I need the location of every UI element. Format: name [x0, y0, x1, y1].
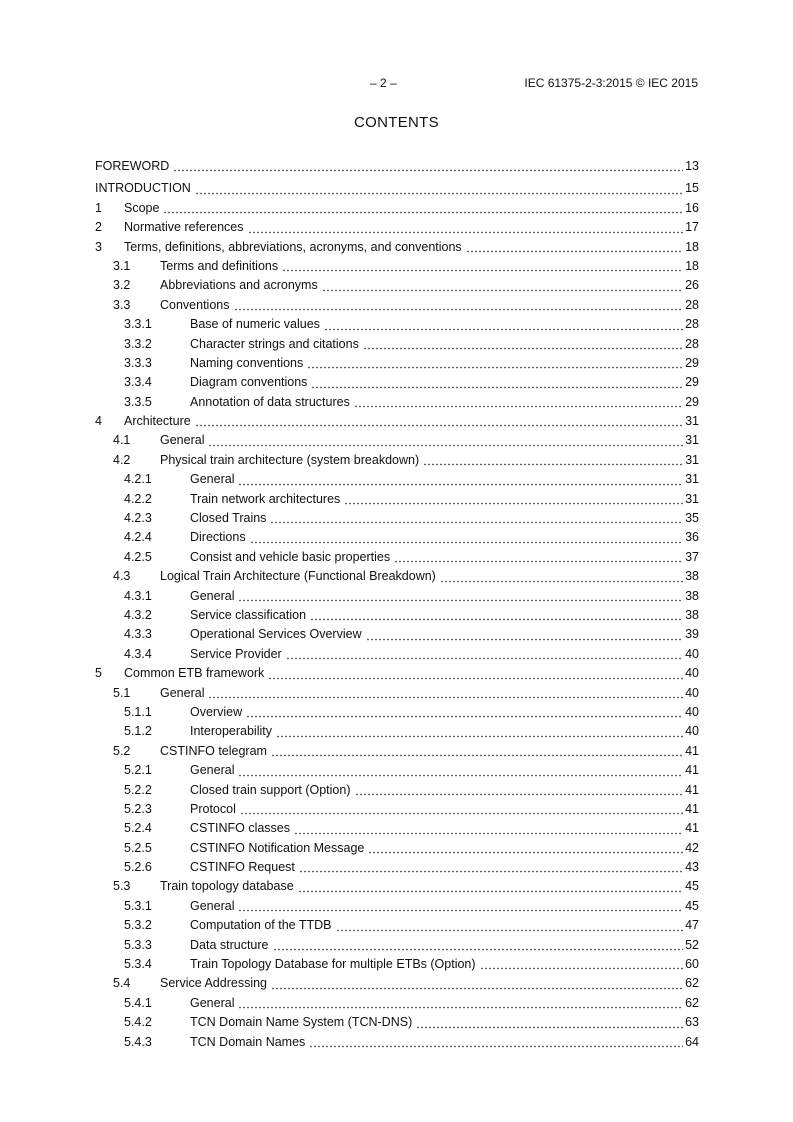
toc-entry-number: 5.2.2: [124, 782, 152, 797]
dot-leader: [466, 241, 683, 253]
toc-entry[interactable]: [95, 722, 699, 741]
toc-entry-number: 3.3.3: [124, 355, 152, 370]
page-number: – 2 –: [370, 76, 397, 90]
toc-entry[interactable]: [95, 1013, 699, 1032]
dot-leader: [423, 454, 683, 466]
toc-entry[interactable]: [95, 431, 699, 450]
toc-entry-title: Service Provider: [190, 646, 282, 661]
toc-entry-number: 4.3: [113, 569, 131, 584]
toc-entry-page: 39: [685, 627, 699, 642]
toc-entry-page: 43: [685, 860, 699, 875]
toc-entry-page: 37: [685, 549, 699, 564]
toc-entry-page: 29: [685, 394, 699, 409]
toc-entry-title: Service classification: [190, 607, 307, 622]
toc-entry-page: 31: [685, 414, 699, 429]
toc-entry-number: 3.3.4: [124, 375, 152, 390]
toc-entry-title: TCN Domain Name System (TCN-DNS): [190, 1015, 413, 1030]
toc-entry[interactable]: [95, 897, 699, 916]
toc-entry[interactable]: [95, 703, 699, 722]
toc-entry[interactable]: [95, 974, 699, 993]
toc-entry[interactable]: [95, 296, 699, 315]
toc-entry-page: 63: [685, 1015, 699, 1030]
toc-entry-page: 31: [685, 452, 699, 467]
toc-entry-page: 40: [685, 646, 699, 661]
toc-entry-number: 5.2: [113, 743, 131, 758]
dot-leader: [363, 338, 683, 350]
toc-entry-number: 5.1.2: [124, 724, 152, 739]
toc-entry-title: Train network architectures: [190, 491, 341, 506]
toc-entry-title: Normative references: [124, 220, 244, 235]
toc-entry-number: 5.2.5: [124, 840, 152, 855]
dot-leader: [208, 435, 683, 447]
toc-entry-page: 40: [685, 704, 699, 719]
toc-entry-page: 38: [685, 588, 699, 603]
dot-leader: [163, 202, 683, 214]
toc-entry-title: Service Addressing: [160, 976, 268, 991]
toc-entry-number: 5.4.2: [124, 1015, 152, 1030]
toc-entry-title: Overview: [190, 704, 243, 719]
toc-entry[interactable]: [95, 354, 699, 373]
toc-entry[interactable]: [95, 238, 699, 257]
toc-entry[interactable]: [95, 1033, 699, 1052]
dot-leader: [416, 1017, 683, 1029]
toc-entry-page: 40: [685, 666, 699, 681]
toc-entry-page: 38: [685, 569, 699, 584]
toc-entry-number: 5.1: [113, 685, 131, 700]
toc-entry-title: General: [190, 588, 235, 603]
toc-entry[interactable]: [95, 218, 699, 237]
dot-leader: [250, 532, 683, 544]
toc-entry[interactable]: [95, 742, 699, 761]
toc-entry[interactable]: [95, 548, 699, 567]
dot-leader: [238, 997, 683, 1009]
toc-entry[interactable]: [95, 373, 699, 392]
toc-entry-page: 31: [685, 472, 699, 487]
toc-entry-title: Computation of the TTDB: [190, 918, 332, 933]
toc-entry-title: Closed Trains: [190, 511, 267, 526]
toc-entry-page: 64: [685, 1034, 699, 1049]
toc-entry-number: 4.1: [113, 433, 131, 448]
toc-entry-page: 41: [685, 763, 699, 778]
toc-entry[interactable]: [95, 606, 699, 625]
toc-entry-title: Protocol: [190, 801, 236, 816]
table-of-contents: [95, 157, 699, 1052]
dot-leader: [246, 706, 683, 718]
dot-leader: [238, 900, 683, 912]
toc-entry-number: 3.1: [113, 258, 131, 273]
toc-entry[interactable]: [95, 800, 699, 819]
toc-entry-number: 1: [95, 200, 102, 215]
dot-leader: [311, 377, 683, 389]
toc-entry-title: Character strings and citations: [190, 336, 359, 351]
toc-entry-number: 5.2.3: [124, 801, 152, 816]
document-id: IEC 61375-2-3:2015 © IEC 2015: [524, 76, 698, 90]
dot-leader: [240, 803, 683, 815]
toc-entry-number: 4.2.4: [124, 530, 152, 545]
toc-entry-number: 5.3.3: [124, 937, 152, 952]
toc-entry-page: 29: [685, 355, 699, 370]
dot-leader: [238, 765, 683, 777]
dot-leader: [195, 183, 683, 195]
toc-entry-page: 41: [685, 782, 699, 797]
dot-leader: [310, 609, 683, 621]
toc-entry-number: 5.3.4: [124, 957, 152, 972]
toc-entry-number: 5.4.1: [124, 995, 152, 1010]
toc-entry[interactable]: [95, 470, 699, 489]
toc-entry[interactable]: [95, 684, 699, 703]
toc-entry-page: 40: [685, 724, 699, 739]
toc-entry-page: 17: [685, 220, 699, 235]
toc-entry[interactable]: [95, 315, 699, 334]
toc-entry-number: 3.3.1: [124, 317, 152, 332]
dot-leader: [324, 319, 683, 331]
page-header: [0, 76, 793, 94]
toc-entry-title: CSTINFO Notification Message: [190, 840, 365, 855]
toc-entry-number: 5.2.4: [124, 821, 152, 836]
toc-entry[interactable]: [95, 955, 699, 974]
toc-entry[interactable]: [95, 412, 699, 431]
dot-leader: [322, 280, 683, 292]
dot-leader: [208, 687, 683, 699]
toc-entry[interactable]: [95, 451, 699, 470]
toc-entry-title: Terms, definitions, abbreviations, acronyms, and conventions: [124, 239, 462, 254]
dot-leader: [299, 861, 683, 873]
toc-entry[interactable]: [95, 567, 699, 586]
toc-entry-number: 5.3.1: [124, 898, 152, 913]
toc-entry-title: Base of numeric values: [190, 317, 320, 332]
toc-entry-number: 5.2.6: [124, 860, 152, 875]
toc-entry-title: General: [190, 472, 235, 487]
toc-entry-page: 28: [685, 297, 699, 312]
toc-entry-page: 31: [685, 433, 699, 448]
toc-entry-number: 3.3.5: [124, 394, 152, 409]
toc-entry-page: 62: [685, 995, 699, 1010]
toc-entry-number: 5.3: [113, 879, 131, 894]
dot-leader: [234, 299, 684, 311]
toc-entry[interactable]: [95, 877, 699, 896]
toc-entry-page: 41: [685, 801, 699, 816]
toc-entry-page: 28: [685, 336, 699, 351]
toc-entry-title: Diagram conventions: [190, 375, 308, 390]
dot-leader: [298, 881, 683, 893]
toc-entry[interactable]: [95, 994, 699, 1013]
dot-leader: [286, 648, 683, 660]
dot-leader: [394, 551, 683, 563]
toc-entry-number: 5.2.1: [124, 763, 152, 778]
dot-leader: [271, 745, 683, 757]
toc-entry[interactable]: [95, 664, 699, 683]
dot-leader: [273, 939, 683, 951]
toc-entry[interactable]: [95, 179, 699, 198]
toc-entry-title: CSTINFO Request: [190, 860, 295, 875]
toc-entry-page: 26: [685, 278, 699, 293]
toc-entry-page: 15: [685, 181, 699, 196]
toc-entry-title: Consist and vehicle basic properties: [190, 549, 391, 564]
dot-leader: [294, 823, 683, 835]
toc-entry-title: Conventions: [160, 297, 230, 312]
toc-entry-number: 5: [95, 666, 102, 681]
toc-entry[interactable]: [95, 490, 699, 509]
dot-leader: [440, 571, 683, 583]
dot-leader: [368, 842, 683, 854]
toc-entry-number: 4.2.5: [124, 549, 152, 564]
dot-leader: [480, 958, 683, 970]
dot-leader: [248, 222, 684, 234]
toc-entry-title: Architecture: [124, 414, 191, 429]
toc-entry[interactable]: [95, 528, 699, 547]
dot-leader: [276, 726, 683, 738]
toc-entry[interactable]: [95, 645, 699, 664]
dot-leader: [195, 415, 683, 427]
toc-entry-number: 5.3.2: [124, 918, 152, 933]
toc-entry-title: General: [190, 898, 235, 913]
toc-entry-number: 4.3.3: [124, 627, 152, 642]
toc-entry-title: TCN Domain Names: [190, 1034, 306, 1049]
dot-leader: [355, 784, 684, 796]
toc-entry-page: 18: [685, 239, 699, 254]
toc-entry[interactable]: [95, 157, 699, 176]
toc-entry-number: 5.4: [113, 976, 131, 991]
toc-entry[interactable]: [95, 839, 699, 858]
toc-entry-title: Operational Services Overview: [190, 627, 362, 642]
toc-entry-number: 3.3: [113, 297, 131, 312]
toc-entry-page: 42: [685, 840, 699, 855]
toc-entry[interactable]: [95, 509, 699, 528]
toc-entry-number: 3: [95, 239, 102, 254]
toc-entry-number: 2: [95, 220, 102, 235]
toc-entry-title: General: [190, 763, 235, 778]
toc-entry-page: 28: [685, 317, 699, 332]
toc-entry-title: General: [160, 433, 205, 448]
toc-entry-title: Naming conventions: [190, 355, 304, 370]
dot-leader: [309, 1036, 683, 1048]
dot-leader: [282, 260, 683, 272]
toc-entry-page: 36: [685, 530, 699, 545]
toc-entry[interactable]: [95, 936, 699, 955]
toc-entry[interactable]: [95, 916, 699, 935]
toc-entry-page: 41: [685, 821, 699, 836]
dot-leader: [238, 590, 683, 602]
toc-entry-title: CSTINFO telegram: [160, 743, 267, 758]
toc-entry-page: 45: [685, 879, 699, 894]
dot-leader: [268, 668, 683, 680]
dot-leader: [344, 493, 683, 505]
toc-entry-number: 3.2: [113, 278, 131, 293]
toc-entry-title: Scope: [124, 200, 160, 215]
toc-entry-page: 38: [685, 607, 699, 622]
toc-entry-title: Common ETB framework: [124, 666, 265, 681]
toc-entry-page: 60: [685, 957, 699, 972]
toc-entry-title: Annotation of data structures: [190, 394, 350, 409]
toc-entry-title: Interoperability: [190, 724, 272, 739]
toc-entry[interactable]: [95, 587, 699, 606]
toc-entry-title: FOREWORD: [95, 159, 170, 173]
toc-entry-number: 4.2.2: [124, 491, 152, 506]
toc-entry[interactable]: [95, 335, 699, 354]
toc-entry-page: 29: [685, 375, 699, 390]
toc-entry[interactable]: [95, 625, 699, 644]
dot-leader: [270, 512, 683, 524]
toc-entry-title: Data structure: [190, 937, 269, 952]
toc-entry-title: Logical Train Architecture (Functional Breakdown): [160, 569, 436, 584]
toc-entry-title: Train Topology Database for multiple ETBs (Option): [190, 957, 476, 972]
dot-leader: [307, 357, 683, 369]
toc-entry-number: 4: [95, 414, 102, 429]
toc-entry-title: Closed train support (Option): [190, 782, 351, 797]
dot-leader: [336, 920, 683, 932]
toc-entry-page: 47: [685, 918, 699, 933]
dot-leader: [271, 978, 683, 990]
toc-entry-title: General: [190, 995, 235, 1010]
dot-leader: [238, 474, 683, 486]
toc-entry-number: 4.2: [113, 452, 131, 467]
toc-entry-title: General: [160, 685, 205, 700]
toc-entry-number: 4.2.3: [124, 511, 152, 526]
toc-entry-page: 41: [685, 743, 699, 758]
toc-entry-title: Physical train architecture (system breakdown): [160, 452, 420, 467]
toc-entry-page: 13: [685, 159, 699, 173]
toc-entry-title: CSTINFO classes: [190, 821, 291, 836]
toc-entry[interactable]: [95, 257, 699, 276]
toc-entry-number: 5.4.3: [124, 1034, 152, 1049]
toc-entry-page: 16: [685, 200, 699, 215]
dot-leader: [366, 629, 683, 641]
toc-entry-title: Terms and definitions: [160, 258, 279, 273]
toc-entry-page: 35: [685, 511, 699, 526]
toc-entry-page: 45: [685, 898, 699, 913]
toc-entry-number: 5.1.1: [124, 704, 152, 719]
toc-entry[interactable]: [95, 276, 699, 295]
toc-entry-page: 18: [685, 258, 699, 273]
toc-entry[interactable]: [95, 858, 699, 877]
toc-entry-page: 62: [685, 976, 699, 991]
dot-leader: [173, 160, 683, 172]
toc-entry-number: 3.3.2: [124, 336, 152, 351]
toc-entry[interactable]: [95, 393, 699, 412]
toc-entry-page: 40: [685, 685, 699, 700]
toc-entry-title: Train topology database: [160, 879, 294, 894]
toc-entry-number: 4.2.1: [124, 472, 152, 487]
toc-entry-title: Abbreviations and acronyms: [160, 278, 318, 293]
page-title: CONTENTS: [354, 114, 439, 131]
toc-entry[interactable]: [95, 819, 699, 838]
toc-entry[interactable]: [95, 199, 699, 218]
toc-entry-page: 52: [685, 937, 699, 952]
toc-entry-page: 31: [685, 491, 699, 506]
toc-entry-number: 4.3.1: [124, 588, 152, 603]
toc-entry-number: 4.3.2: [124, 607, 152, 622]
toc-entry-title: Directions: [190, 530, 246, 545]
toc-entry[interactable]: [95, 761, 699, 780]
toc-entry-title: INTRODUCTION: [95, 181, 191, 196]
dot-leader: [354, 396, 683, 408]
toc-entry-number: 4.3.4: [124, 646, 152, 661]
toc-entry[interactable]: [95, 781, 699, 800]
